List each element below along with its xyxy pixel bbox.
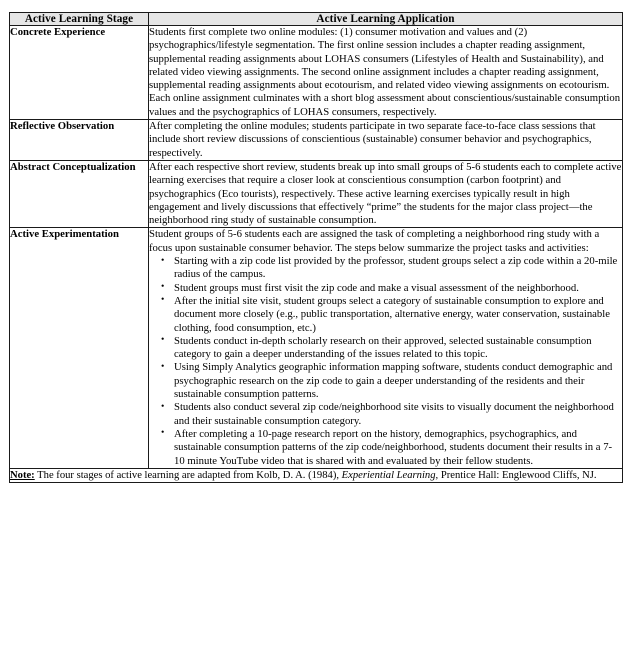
note-source-title: Experiential Learning, [341, 469, 439, 481]
stage-label-abstract-conceptualization: Abstract Conceptualization [10, 160, 149, 227]
table-row [10, 120, 623, 161]
application-cell-active-experimentation [149, 228, 623, 468]
application-cell-abstract-conceptualization [149, 160, 623, 227]
application-paragraph: Student groups of 5-6 students each are assigned the task of completing a neighborhood ring study with a focus upon sustainable consumer behavior. The steps below summarize the project tasks and activities: [149, 228, 600, 254]
list-item: • After completing a 10-page research report on the history, demographics, psychographics, and sustainable consumption patterns of the zip code/neighborhood, students document their results in a 7-10 minute YouTube video that is shared with and evaluated by their fellow students. [174, 428, 622, 468]
list-item: • Starting with a zip code list provided by the professor, student groups select a zip code within a 20-mile radius of the campus. [174, 255, 622, 282]
list-item: • Students also conduct several zip code/neighborhood site visits to visually document the neighborhood and their sustainable consumption category. [174, 401, 622, 428]
application-paragraph: After completing the online modules; students participate in two separate face-to-face class sessions that include short review discussions of conscientious (sustainable) consumer behavior and psychographics, respectively. [149, 120, 596, 159]
application-cell-reflective-observation [149, 120, 623, 161]
list-item: • After the initial site visit, student groups select a category of sustainable consumption to explore and document more closely (e.g., public transportation, alternative energy, water conservation, sustainable clothing, food consumption, etc.) [174, 295, 622, 335]
table-header-row [10, 13, 623, 26]
application-paragraph: After each respective short review, students break up into small groups of 5-6 students each to complete active learning exercises that require a closer look at conscientious consumption (carbon footprint) and psychographics (Eco tourists), respectively. These active learning exercises typically result in high engagement and lively discussions that effectively “prime” the students for the major class project—the neighborhood ring study of sustainable consumption. [149, 160, 622, 227]
application-paragraph: Students first complete two online modules: (1) consumer motivation and values and (2) psychographics/lifestyle segmentation. The first online session includes a chapter reading assignment, supplemental reading assignments about LOHAS consumers (Lifestyles of Health and Sustainability), and related video viewing assignments. The second online assignment includes a chapter reading assignment, supplemental reading assignments about ecotourism, and related video viewing assignments on ecotourism. Each online assignment culminates with a short blog assessment about conscientious/sustainable consumption values and the psychographics of LOHAS consumers, respectively. [149, 26, 621, 118]
table-note [10, 468, 623, 482]
table-header [10, 13, 623, 26]
table-row [10, 26, 623, 120]
note-text-before-title: The four stages of active learning are adapted from Kolb, D. A. (1984), [34, 469, 342, 481]
stage-label-active-experimentation: Active Experimentation [10, 228, 149, 468]
project-task-list [149, 255, 622, 468]
list-item: • Student groups must first visit the zip code and make a visual assessment of the neighborhood. [174, 282, 622, 295]
table-body [10, 26, 623, 483]
note-text-after-title: Prentice Hall: Englewood Cliffs, NJ. [438, 469, 597, 481]
stage-label-concrete-experience: Concrete Experience [10, 26, 149, 120]
table-row [10, 160, 623, 227]
application-cell-concrete-experience [149, 26, 623, 120]
list-item: • Students conduct in-depth scholarly research on their approved, selected sustainable consumption category to gain a deeper understanding of the issues related to this topic. [174, 335, 622, 362]
column-header-stage: Active Learning Stage [10, 13, 149, 26]
table-row [10, 228, 623, 468]
note-label: Note: [10, 469, 35, 481]
stage-label-reflective-observation: Reflective Observation [10, 120, 149, 161]
list-item: • Using Simply Analytics geographic information mapping software, students conduct demographic and psychographic research on the zip code to gain a deeper understanding of the residents and their sustainable consumption patterns. [174, 361, 622, 401]
active-learning-table [9, 12, 623, 483]
column-header-application: Active Learning Application [149, 13, 623, 26]
table-note-row [10, 468, 623, 482]
